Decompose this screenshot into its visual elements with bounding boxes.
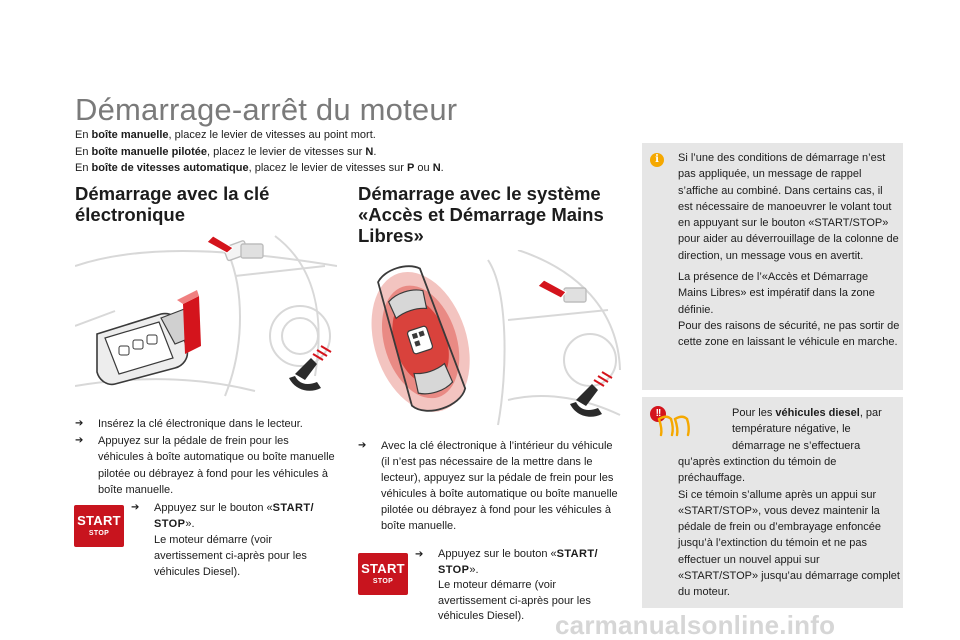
info-paragraph: La présence de l’«Accès et Démarrage Mains Libres» est impératif dans la zone définie.	[678, 271, 875, 316]
illustration-hands-free-zone	[358, 250, 622, 432]
bullet-marker-icon: ➔	[415, 549, 424, 560]
warning-icon: !!	[650, 406, 666, 422]
bullet-marker-icon: ➔	[75, 434, 84, 446]
bullet-marker-icon: ➔	[131, 502, 140, 513]
warning-paragraph: Si ce témoin s’allume après un appui sur «START/STOP», vous devez maintenir la pédale de frein ou d’embrayage enfoncée jusqu’à l’extinction du témoin et ne pas effectuer un nouvel appui sur «START/STOP» jusqu’au démarrage complet du moteur.	[678, 488, 900, 599]
heading-line: Libres»	[358, 225, 424, 246]
red-arrow-pointer-icon	[207, 236, 233, 253]
bullet-marker-icon: ➔	[358, 440, 367, 451]
watermark-text: carmanualsonline.info	[555, 610, 836, 640]
red-arrow-pointer-icon	[538, 280, 566, 298]
heading-line: Démarrage avec le système	[358, 183, 601, 204]
left-press-instruction	[131, 500, 337, 580]
pedal-press-icon	[570, 372, 612, 417]
info-paragraph: Pour des raisons de sécurité, ne pas sortir de cette zone en laissant le véhicule en marche.	[678, 319, 900, 349]
list-item: ➔ Appuyez sur le bouton «START/ STOP». Le moteur démarre (voir avertissement ci-après pour les véhicules Diesel).	[131, 502, 314, 578]
info-text	[678, 150, 900, 356]
intro-text	[75, 127, 444, 177]
warning-details	[678, 454, 900, 601]
info-box	[642, 143, 903, 390]
info-icon: i	[650, 153, 664, 167]
heading-line: «Accès et Démarrage Mains	[358, 204, 604, 225]
heading-electronic-key	[75, 183, 335, 225]
warning-box	[642, 397, 903, 608]
intro-line-manual: En boîte manuelle, placez le levier de vitesses au point mort.	[75, 129, 376, 141]
intro-line-automatic: En boîte de vitesses automatique, placez le levier de vitesses sur P ou N.	[75, 162, 444, 174]
warning-intro: Pour les véhicules diesel, par température négative, le démarrage ne s’effectuera	[732, 407, 882, 452]
left-steps-list	[75, 416, 337, 499]
illustration-key-reader	[75, 226, 337, 406]
warning-paragraph: qu’après extinction du témoin de préchauffage.	[678, 456, 837, 485]
heading-line: Démarrage avec la clé	[75, 183, 270, 204]
list-item: ➔ Avec la clé électronique à l’intérieur du véhicule (il n’est pas nécessaire de la mettre dans le lecteur), appuyez sur la pédale de frein pour les véhicules à boîte automatique ou boîte manuelle pilotée ou débrayez à fond pour les véhicules à boîte manuelle.	[358, 440, 618, 532]
preheat-glow-plug-icon	[656, 413, 690, 439]
right-steps-list	[358, 438, 620, 534]
info-paragraph: Si l’une des conditions de démarrage n’est pas appliquée, un message de rappel s’affiche au combiné. Dans certains cas, il est nécessaire de manoeuvrer le volant tout en appuyant sur le bouton «START/STOP» pour aider au déverrouillage de la colonne de direction, un message vous en avertit.	[678, 152, 899, 262]
electronic-key-icon	[97, 308, 195, 384]
heading-hands-free-access	[358, 183, 628, 246]
page-title: Démarrage-arrêt du moteur	[75, 92, 458, 127]
intro-line-piloted: En boîte manuelle pilotée, placez le levier de vitesses sur N.	[75, 145, 377, 158]
list-item: ➔ Insérez la clé électronique dans le lecteur.	[75, 416, 337, 433]
list-item: ➔ Appuyez sur le bouton «START/ STOP». Le moteur démarre (voir avertissement ci-après pour les véhicules Diesel).	[415, 548, 598, 622]
list-item: ➔ Appuyez sur la pédale de frein pour les véhicules à boîte automatique ou boîte manuelle pilotée ou débrayez à fond pour les véhicules à boîte manuelle.	[75, 434, 335, 496]
start-stop-button-icon: START STOP	[358, 553, 408, 595]
car-top-view-icon	[358, 254, 487, 425]
heading-line: électronique	[75, 204, 185, 225]
bullet-marker-icon: ➔	[75, 418, 84, 429]
start-stop-button-icon: START STOP	[74, 505, 124, 547]
